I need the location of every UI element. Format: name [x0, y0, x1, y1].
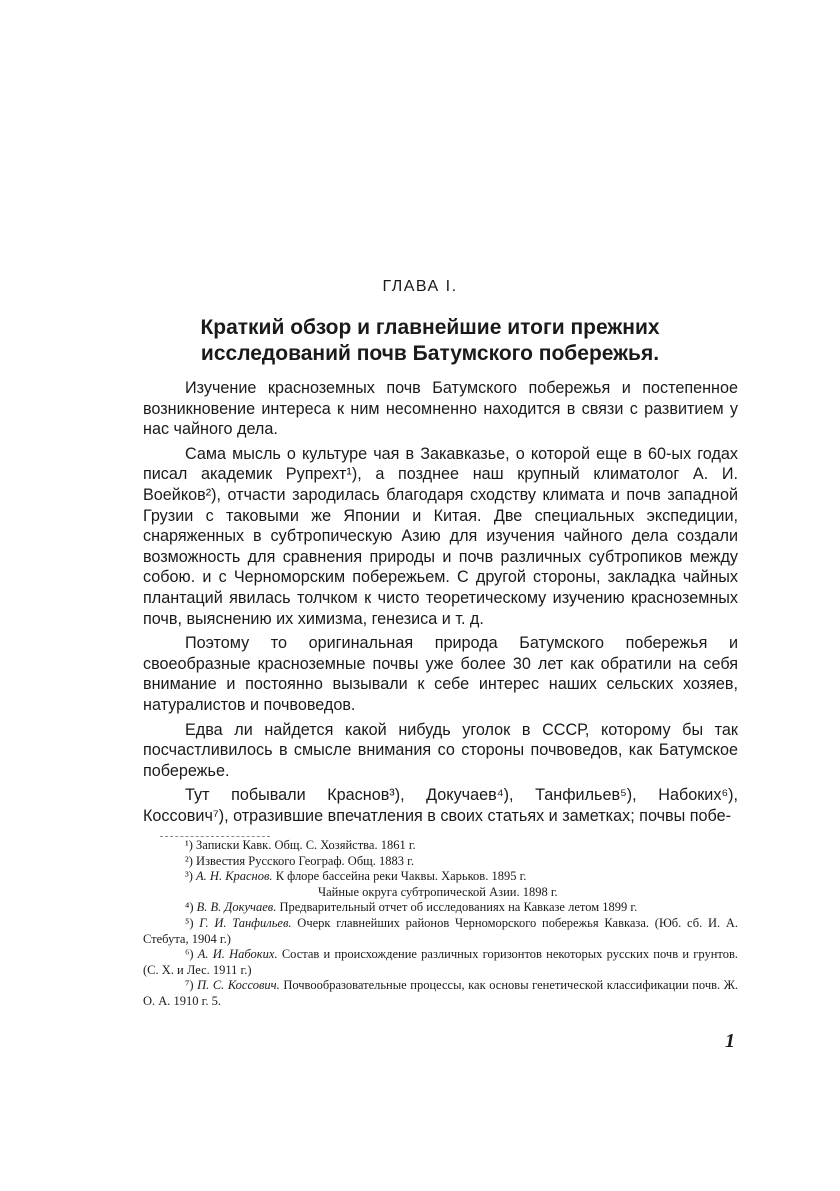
paragraph: Едва ли найдется какой нибудь уголок в СССР, которому бы так посчастливилось в смысле внимания со стороны почвоведов, как Батумское побережье.: [143, 720, 738, 780]
footnote: [143, 978, 738, 1009]
footnote: [143, 916, 738, 947]
footnote-continuation: [143, 885, 738, 901]
footnote-author: П. С. Коссович.: [197, 978, 280, 993]
footnote-author: А. Н. Краснов.: [196, 869, 273, 884]
footnote-mark: ⁷): [185, 978, 194, 993]
paragraph: Сама мысль о культуре чая в Закавказье, о которой еще в 60-ых годах писал академик Рупрехт¹), а позднее наш крупный климатолог А. И. Воейков²), отчасти зародилась благодаря сходству климата и почв западной Грузии с таковыми же Японии и Китая. Две специальных экспедиции, снаряженных в субтропическую Азию для изучения чайного дела создали возможность для сравнения природы и почв различных субтропиков между собою. и с Черноморским побережьем. С другой стороны, закладка чайных плантаций явилась толчком к чисто теоретическому изучению красноземных почв, выяснению их химизма, генезиса и т. д.: [143, 444, 738, 628]
footnote-mark: ⁴): [185, 900, 194, 915]
footnote-text: Записки Кавк. Общ. С. Хозяйства. 1861 г.: [196, 838, 416, 852]
footnote-text: Чайные округа субтропической Азии. 1898 г.: [318, 884, 558, 899]
footnote: [143, 838, 738, 854]
footnote: [143, 869, 738, 885]
chapter-title: Краткий обзор и главнейшие итоги прежних исследований почв Батумского побережья.: [200, 316, 660, 365]
footnotes: [143, 838, 738, 1010]
footnote-text: Известия Русского Географ. Общ. 1883 г.: [196, 853, 415, 868]
footnote-text: Состав и происхождение различных горизонтов некоторых русских почв и грунтов. (С. Х. и Лес. 1911 г.): [143, 947, 738, 977]
footnote-mark: ²): [185, 853, 193, 868]
footnote-author: Г. И. Танфильев.: [199, 915, 292, 930]
footnote-mark: ⁵): [185, 915, 194, 930]
paragraph: Тут побывали Краснов³), Докучаев⁴), Танфильев⁵), Набоких⁶), Коссович⁷), отразившие впечатления в своих статьях и заметках; почвы побе-: [143, 786, 738, 825]
footnote-separator: [160, 836, 270, 837]
chapter-heading: ГЛАВА I.: [382, 278, 458, 295]
footnote: [143, 900, 738, 916]
footnote: [143, 854, 738, 870]
footnote-text: Предварительный отчет об исследованиях на Кавказе летом 1899 г.: [279, 900, 638, 915]
footnote: [143, 947, 738, 978]
footnote-mark: ¹): [185, 838, 193, 852]
footnote-text: К флоре бассейна реки Чаквы. Харьков. 1895 г.: [275, 869, 527, 884]
paragraph: Поэтому то оригинальная природа Батумского побережья и своеобразные красноземные почвы уже более 30 лет как обратили на себя внимание и постоянно вызывали к себе интерес наших сельских хозяев, натуралистов и почвоведов.: [143, 634, 738, 714]
page-number: 1: [725, 1030, 735, 1052]
paragraph: Изучение красноземных почв Батумского побережья и постепенное возникновение интереса к ним несомненно находится в связи с развитием у нас чайного дела.: [143, 379, 738, 439]
footnote-text: Почвообразовательные процессы, как основы генетической классификации почв. Ж. О. А. 1910 г. 5.: [143, 978, 739, 1008]
footnote-mark: ³): [185, 869, 193, 884]
body-text: [143, 378, 738, 830]
footnote-mark: ⁶): [185, 947, 194, 962]
footnote-author: А. И. Набоких.: [197, 947, 278, 962]
footnote-text: Очерк главнейших районов Черноморского побережья Кавказа. (Юб. сб. И. А. Стебута, 1904 г.): [143, 915, 739, 946]
footnote-author: В. В. Докучаев.: [196, 900, 277, 915]
